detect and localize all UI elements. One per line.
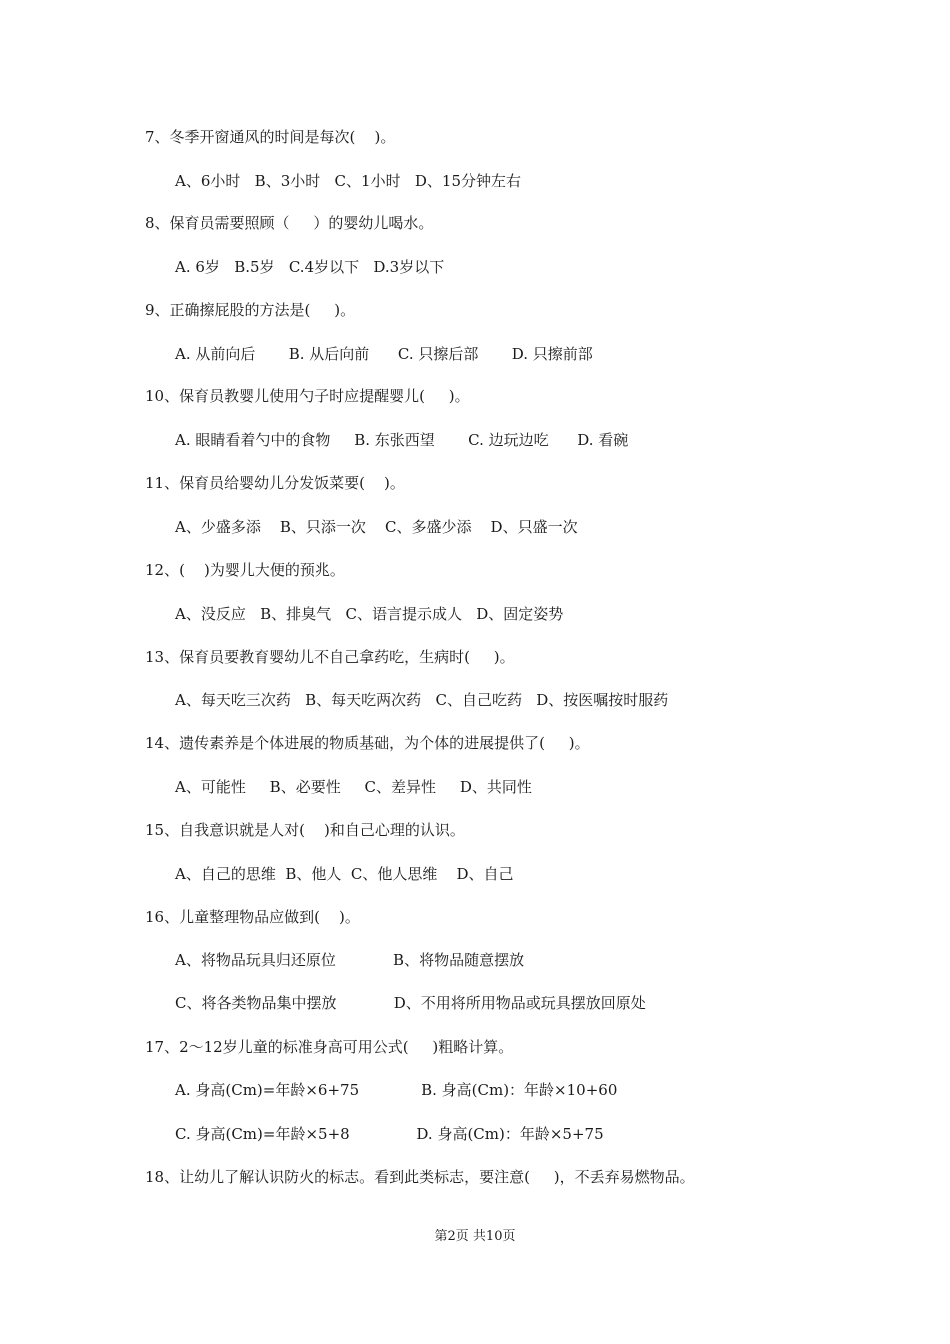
question-10: 10、保育员教婴儿使用勺子时应提醒婴儿( )。: [145, 387, 470, 405]
question-10-options: A. 眼睛看着勺中的食物 B. 东张西望 C. 边玩边吃 D. 看碗: [175, 431, 629, 449]
question-14-options: A、可能性 B、必要性 C、差异性 D、共同性: [175, 778, 532, 796]
question-13: 13、保育员要教育婴幼儿不自己拿药吃，生病时( )。: [145, 648, 515, 666]
question-17-options-row-2: C. 身高(Cm)=年龄×5+8 D. 身高(Cm)：年龄×5+75: [175, 1125, 604, 1143]
question-7: 7、冬季开窗通风的时间是每次( )。: [145, 128, 396, 146]
question-16-options-row-2: C、将各类物品集中摆放 D、不用将所用物品或玩具摆放回原处: [175, 994, 646, 1012]
question-8-options: A. 6岁 B.5岁 C.4岁以下 D.3岁以下: [175, 258, 445, 276]
question-12: 12、( )为婴儿大便的预兆。: [145, 561, 345, 579]
question-15-options: A、自己的思维 B、他人 C、他人思维 D、自己: [175, 865, 514, 883]
question-15: 15、自我意识就是人对( )和自己心理的认识。: [145, 821, 465, 839]
question-7-options: A、6小时 B、3小时 C、1小时 D、15分钟左右: [175, 172, 521, 190]
question-14: 14、遗传素养是个体进展的物质基础，为个体的进展提供了( )。: [145, 734, 590, 752]
question-11: 11、保育员给婴幼儿分发饭菜要( )。: [145, 474, 405, 492]
question-9-options: A. 从前向后 B. 从后向前 C. 只擦后部 D. 只擦前部: [175, 345, 593, 363]
question-17-options-row-1: A. 身高(Cm)=年龄×6+75 B. 身高(Cm)：年龄×10+60: [175, 1081, 618, 1099]
question-9: 9、正确擦屁股的方法是( )。: [145, 301, 356, 319]
question-16-options-row-1: A、将物品玩具归还原位 B、将物品随意摆放: [175, 951, 525, 969]
question-16: 16、儿童整理物品应做到( )。: [145, 908, 360, 926]
question-11-options: A、少盛多添 B、只添一次 C、多盛少添 D、只盛一次: [175, 518, 578, 536]
question-8: 8、保育员需要照顾（ ）的婴幼儿喝水。: [145, 214, 434, 232]
question-13-options: A、每天吃三次药 B、每天吃两次药 C、自己吃药 D、按医嘱按时服药: [175, 691, 669, 709]
question-12-options: A、没反应 B、排臭气 C、语言提示成人 D、固定姿势: [175, 605, 564, 623]
question-17: 17、2～12岁儿童的标准身高可用公式( )粗略计算。: [145, 1038, 514, 1056]
page-footer: 第2页 共10页: [434, 1229, 516, 1244]
question-18: 18、让幼儿了解认识防火的标志。看到此类标志，要注意( )，不丢弃易燃物品。: [145, 1168, 695, 1186]
